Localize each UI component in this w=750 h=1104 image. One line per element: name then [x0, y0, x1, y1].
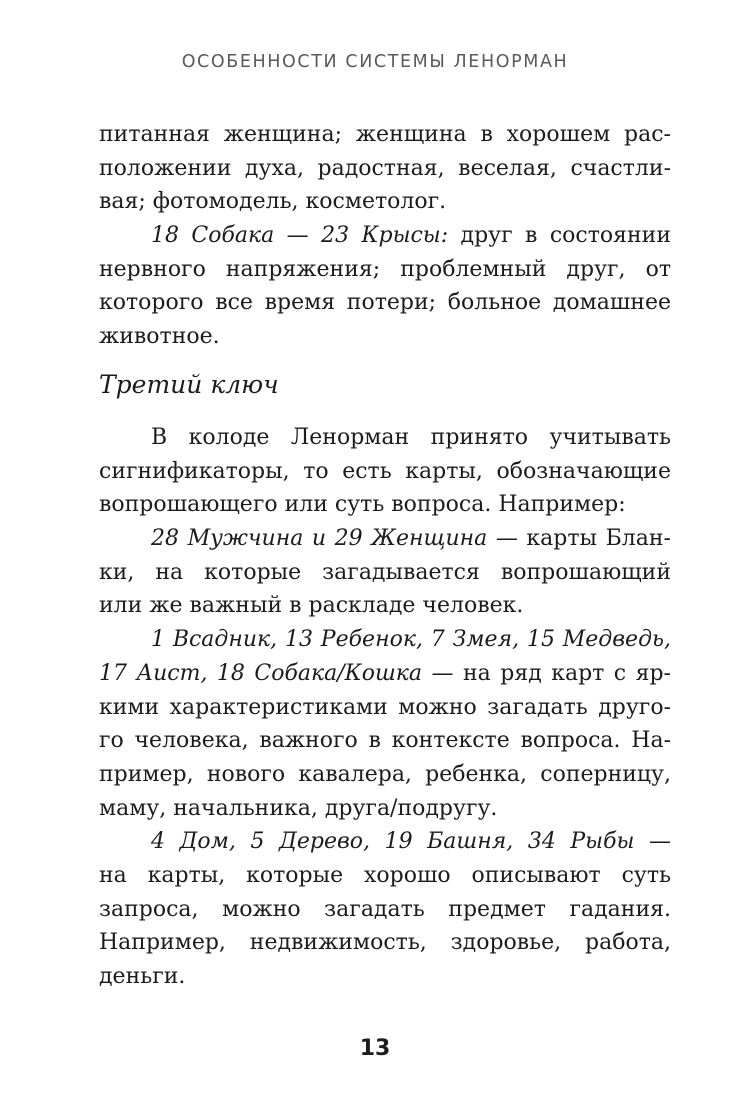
text-line	[99, 960, 671, 994]
text-line	[99, 455, 671, 489]
page-number: 13	[359, 1036, 391, 1061]
text-line	[99, 118, 671, 152]
text-line	[99, 792, 671, 826]
line-text: маму, начальника, друга/подругу.	[99, 795, 498, 821]
text-block-1	[99, 118, 671, 354]
text-line	[99, 253, 671, 287]
text-line	[99, 320, 671, 354]
line-text: положении духа, радостная, веселая, счастли-	[99, 155, 671, 181]
text-line	[99, 859, 671, 893]
running-head: ОСОБЕННОСТИ СИСТЕМЫ ЛЕНОРМАН	[181, 52, 569, 72]
text-line	[99, 219, 671, 253]
line-text: — карты Блан-	[487, 526, 671, 552]
line-text: кими характеристиками можно загадать друго-	[99, 694, 671, 720]
italic-span: 17 Аист, 18 Собака/Кошка	[99, 660, 423, 686]
text-line	[99, 152, 671, 186]
line-text: В колоде Ленорман принято учитывать	[151, 425, 671, 450]
text-line	[99, 926, 671, 960]
line-text: деньги.	[99, 964, 186, 989]
line-text: — на ряд карт с яр-	[422, 660, 671, 686]
text-line	[99, 825, 671, 859]
text-line	[99, 185, 671, 219]
line-text: нервного напряжения; проблемный друг, от	[99, 256, 671, 282]
line-text: вопрошающего или суть вопроса. Например:	[99, 492, 626, 518]
text-line	[99, 657, 671, 691]
line-text: Например, недвижимость, здоровье, работа,	[99, 930, 671, 956]
text-line	[99, 488, 671, 522]
line-text: на карты, которые хорошо описывают суть	[99, 862, 671, 888]
text-line	[99, 691, 671, 725]
line-text: ки, на которые загадывается вопрошающий	[99, 559, 671, 585]
line-text: или же важный в раскладе человек.	[99, 593, 524, 619]
text-line	[99, 589, 671, 623]
italic-span: 4 Дом, 5 Дерево, 19 Башня, 34 Рыбы	[151, 829, 635, 855]
italic-span: 1 Всадник, 13 Ребенок, 7 Змея, 15 Медведь,	[151, 627, 671, 653]
text-line	[99, 522, 671, 556]
line-text: пример, нового кавалера, ребенка, соперницу,	[99, 761, 671, 787]
text-block-2	[99, 421, 671, 994]
text-line	[99, 556, 671, 590]
line-text: животное.	[99, 324, 220, 350]
text-line	[99, 724, 671, 758]
line-text: питанная женщина; женщина в хорошем рас-	[99, 122, 671, 147]
line-text: вая; фотомодель, косметолог.	[99, 189, 447, 215]
text-line	[99, 286, 671, 320]
line-text: сигнификаторы, то есть карты, обозначающие	[99, 458, 671, 484]
italic-span: 28 Мужчина и 29 Женщина	[151, 526, 488, 552]
line-text: запроса, можно загадать предмет гадания.	[99, 896, 671, 922]
text-line	[99, 623, 671, 657]
line-text: которого все время потери; больное домашнее	[99, 290, 671, 316]
line-text: —	[634, 829, 671, 855]
text-line	[99, 421, 671, 455]
text-line	[99, 758, 671, 792]
section-heading: Третий ключ	[99, 370, 279, 399]
line-text: друг в состоянии	[448, 223, 671, 249]
line-text: го человека, важного в контексте вопроса. На-	[99, 728, 671, 754]
italic-span: 18 Собака — 23 Крысы:	[151, 223, 449, 249]
text-line	[99, 893, 671, 927]
